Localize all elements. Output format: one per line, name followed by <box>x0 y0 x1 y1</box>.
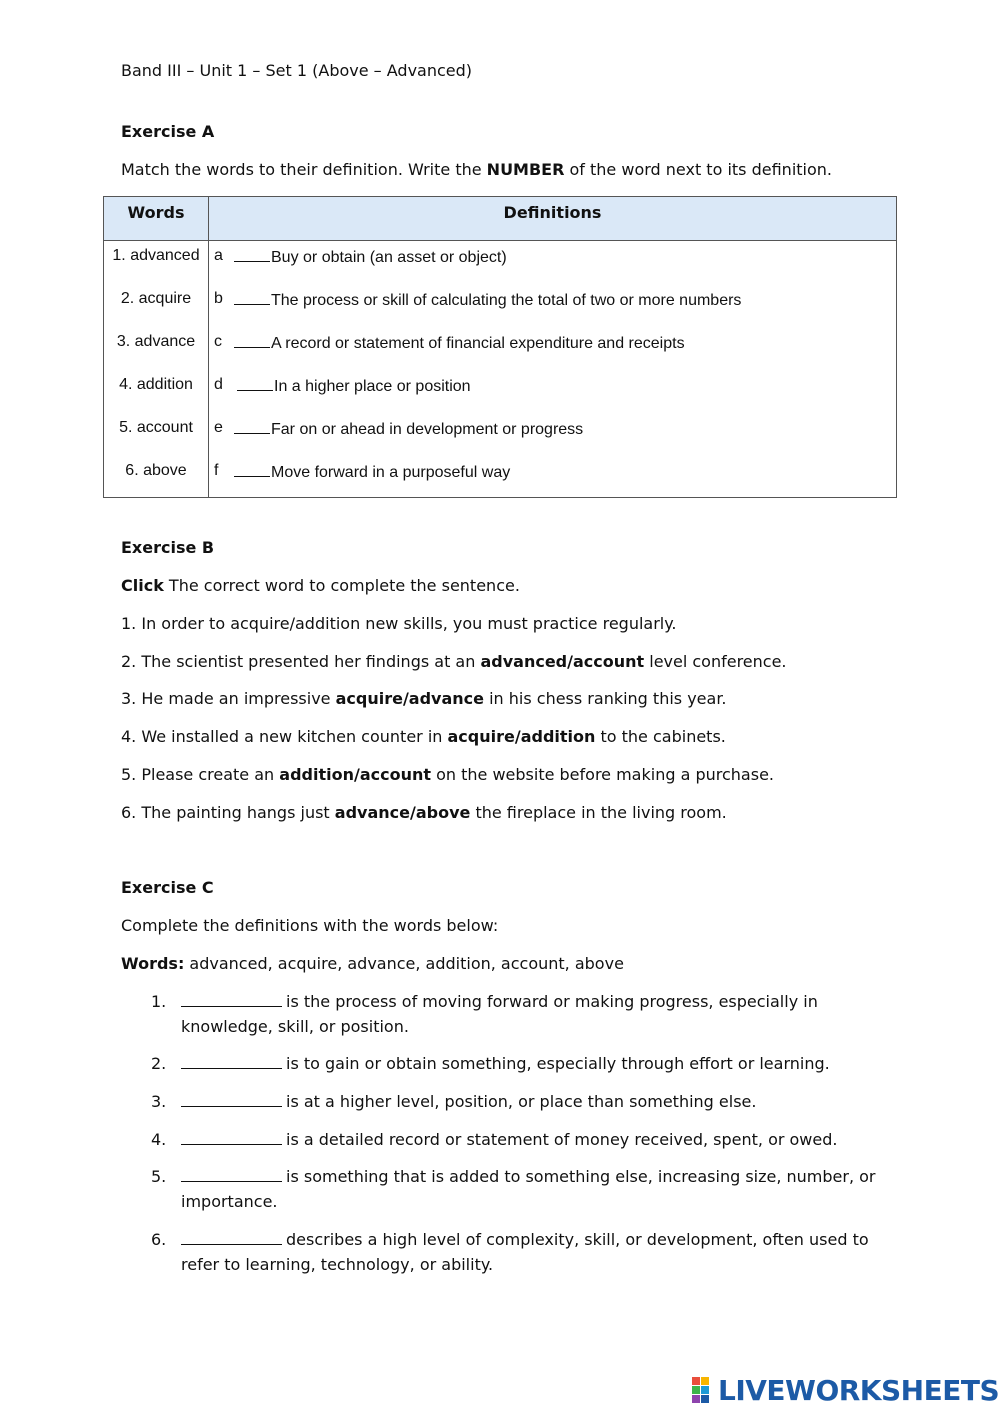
instruction-bold: NUMBER <box>486 160 565 179</box>
definition-cell <box>234 376 471 396</box>
liveworksheets-logo <box>692 1375 999 1405</box>
definition-text: Buy or obtain (an asset or object) <box>271 249 507 266</box>
matching-table <box>103 196 897 498</box>
exercise-a-heading: Exercise A <box>121 122 215 141</box>
definition-cell <box>234 419 583 439</box>
answer-blank[interactable] <box>181 1166 282 1182</box>
sentence-6 <box>121 803 727 823</box>
sentence-3 <box>121 689 727 709</box>
item-text: is something that is added to something else, increasing size, number, or importance. <box>181 1167 876 1211</box>
exercise-a-instruction <box>121 160 832 180</box>
sentence-text: 4. We installed a new kitchen counter in <box>121 727 448 746</box>
sentence-1[interactable] <box>121 614 677 634</box>
sentence-4 <box>121 727 726 747</box>
instruction-text: of the word next to its definition. <box>564 160 832 179</box>
sentence-text: 1. In order to acquire/addition new skills, you must practice regularly. <box>121 614 677 633</box>
sentence-text: on the website before making a purchase. <box>431 765 774 784</box>
answer-blank[interactable] <box>234 419 270 434</box>
item-number: 5. <box>151 1167 167 1186</box>
sentence-text: 6. The painting hangs just <box>121 803 335 822</box>
answer-blank[interactable] <box>234 462 270 477</box>
definition-item <box>181 1164 881 1214</box>
definition-item <box>181 1227 881 1277</box>
sentence-5 <box>121 765 774 785</box>
word-bank-label: Words: <box>121 954 185 973</box>
item-number: 6. <box>151 1230 167 1249</box>
sentence-text: the fireplace in the living room. <box>470 803 727 822</box>
answer-blank[interactable] <box>181 1053 282 1069</box>
word-cell: 5. account <box>119 419 193 436</box>
sentence-text: level conference. <box>644 652 787 671</box>
definition-cell <box>234 290 741 310</box>
column-header-words: Words <box>127 203 185 222</box>
instruction-text: Match the words to their definition. Write the <box>121 160 487 179</box>
answer-blank[interactable] <box>234 333 270 348</box>
definition-cell <box>234 333 685 353</box>
definition-cell <box>234 462 510 482</box>
answer-blank[interactable] <box>234 247 270 262</box>
definition-text: In a higher place or position <box>274 378 471 395</box>
item-number: 4. <box>151 1130 167 1149</box>
sentence-text: in his chess ranking this year. <box>484 689 727 708</box>
word-choice[interactable]: addition/account <box>279 765 431 784</box>
answer-blank[interactable] <box>234 290 270 305</box>
definition-item <box>181 1089 881 1114</box>
definition-cell <box>234 247 507 267</box>
item-number: 2. <box>151 1054 167 1073</box>
answer-blank[interactable] <box>181 1229 282 1245</box>
definition-letter: a <box>214 247 223 264</box>
definition-text: The process or skill of calculating the total of two or more numbers <box>271 292 742 309</box>
exercise-c-instruction: Complete the definitions with the words below: <box>121 916 499 935</box>
sentence-text: 3. He made an impressive <box>121 689 336 708</box>
item-text: describes a high level of complexity, skill, or development, often used to refer to learning, technology, or ability. <box>181 1230 869 1274</box>
definition-item <box>181 1127 881 1152</box>
word-bank-list: advanced, acquire, advance, addition, account, above <box>184 954 624 973</box>
item-text: is to gain or obtain something, especially through effort or learning. <box>286 1054 830 1073</box>
instruction-bold: Click <box>121 576 164 595</box>
definition-text: Move forward in a purposeful way <box>271 464 511 481</box>
definition-letter: e <box>214 419 223 436</box>
sentence-text: 2. The scientist presented her findings at an <box>121 652 481 671</box>
logo-text: LIVEWORKSHEETS <box>718 1373 1000 1407</box>
item-text: is the process of moving forward or making progress, especially in knowledge, skill, or position. <box>181 992 818 1036</box>
column-divider <box>208 197 209 497</box>
definition-letter: d <box>214 376 223 393</box>
word-choice[interactable]: acquire/advance <box>335 689 484 708</box>
item-text: is at a higher level, position, or place than something else. <box>286 1092 757 1111</box>
definition-text: A record or statement of financial expenditure and receipts <box>271 335 685 352</box>
sentence-text: 5. Please create an <box>121 765 280 784</box>
item-number: 3. <box>151 1092 167 1111</box>
worksheet-title: Band III – Unit 1 – Set 1 (Above – Advanced) <box>121 61 473 80</box>
exercise-b-heading: Exercise B <box>121 538 215 557</box>
word-choice[interactable]: advance/above <box>334 803 471 822</box>
exercise-b-instruction <box>121 576 520 596</box>
word-bank <box>121 954 624 974</box>
answer-blank[interactable] <box>181 1091 282 1107</box>
word-cell: 3. advance <box>116 333 196 350</box>
definition-item <box>181 1051 881 1076</box>
sentence-text: to the cabinets. <box>595 727 726 746</box>
word-cell: 1. advanced <box>112 247 200 264</box>
item-text: is a detailed record or statement of money received, spent, or owed. <box>286 1130 838 1149</box>
answer-blank[interactable] <box>181 1129 282 1145</box>
answer-blank[interactable] <box>181 991 282 1007</box>
word-choice[interactable]: acquire/addition <box>447 727 596 746</box>
word-choice[interactable]: advanced/account <box>480 652 645 671</box>
logo-icon <box>692 1377 714 1403</box>
exercise-c-heading: Exercise C <box>121 878 214 897</box>
answer-blank[interactable] <box>237 376 273 391</box>
definition-letter: c <box>214 333 222 350</box>
item-number: 1. <box>151 992 167 1011</box>
sentence-2 <box>121 652 787 672</box>
definition-item <box>181 989 881 1039</box>
word-cell: 2. acquire <box>120 290 192 307</box>
column-header-definitions: Definitions <box>503 203 602 222</box>
instruction-text: The correct word to complete the sentence. <box>163 576 520 595</box>
definition-text: Far on or ahead in development or progress <box>271 421 584 438</box>
word-cell: 4. addition <box>119 376 193 393</box>
definition-letter: b <box>214 290 223 307</box>
definition-letter: f <box>214 462 219 479</box>
word-cell: 6. above <box>125 462 187 479</box>
